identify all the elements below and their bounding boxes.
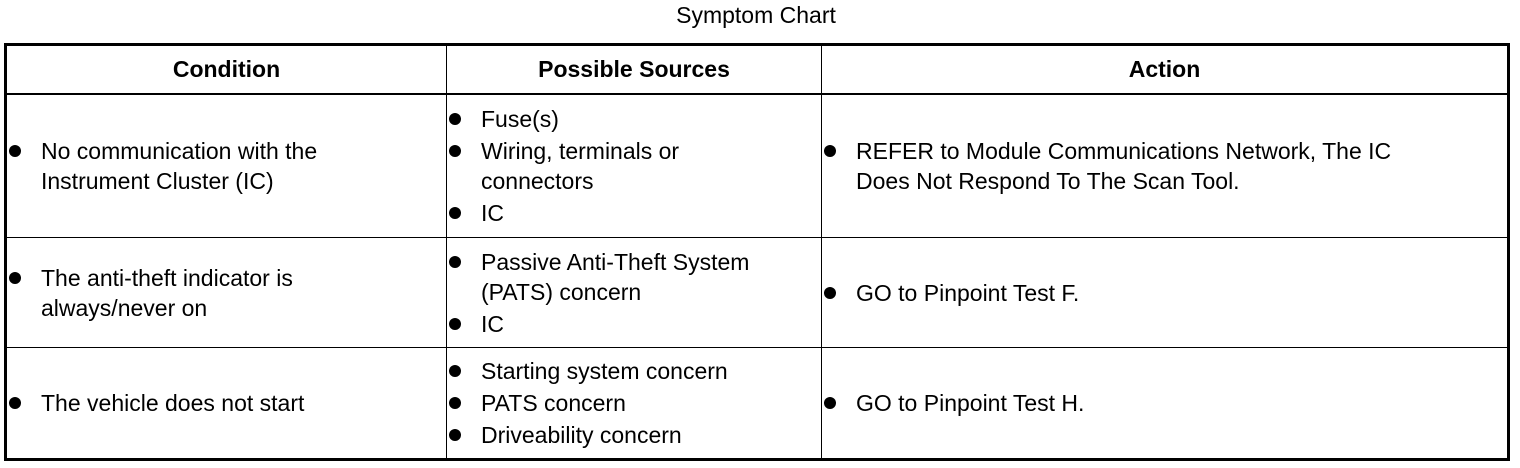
header-condition: Condition: [6, 45, 447, 95]
action-bullet: GO to Pinpoint Test F.: [822, 278, 1507, 308]
condition-cell: [6, 348, 447, 460]
table-row: [6, 348, 1509, 460]
table-row: [6, 94, 1509, 238]
sources-cell: [447, 238, 822, 348]
action-cell: [822, 348, 1509, 460]
action-cell: [822, 238, 1509, 348]
header-possible-sources: Possible Sources: [447, 45, 822, 95]
source-bullet: IC: [447, 198, 821, 228]
table-row: [6, 238, 1509, 348]
action-cell: [822, 94, 1509, 238]
header-action: Action: [822, 45, 1509, 95]
condition-bullet: The vehicle does not start: [7, 388, 446, 418]
condition-bullet: No communication with the Instrument Cluster (IC): [7, 136, 351, 196]
condition-cell: [6, 94, 447, 238]
action-bullet: REFER to Module Communications Network, The IC Does Not Respond To The Scan Tool.: [822, 136, 1446, 196]
page-title: Symptom Chart: [676, 2, 836, 28]
source-bullet: Passive Anti-Theft System (PATS) concern: [447, 247, 791, 307]
condition-bullet: The anti-theft indicator is always/never on: [7, 263, 326, 323]
source-bullet: PATS concern: [447, 388, 821, 418]
source-bullet: Starting system concern: [447, 356, 821, 386]
source-bullet: Driveability concern: [447, 420, 821, 450]
header-row: [6, 45, 1509, 95]
condition-cell: [6, 238, 447, 348]
source-bullet: Fuse(s): [447, 104, 821, 134]
source-bullet: IC: [447, 309, 821, 339]
action-bullet: GO to Pinpoint Test H.: [822, 388, 1507, 418]
symptom-chart-table: [4, 43, 1510, 461]
source-bullet: Wiring, terminals or connectors: [447, 136, 721, 196]
sources-cell: [447, 348, 822, 460]
sources-cell: [447, 94, 822, 238]
